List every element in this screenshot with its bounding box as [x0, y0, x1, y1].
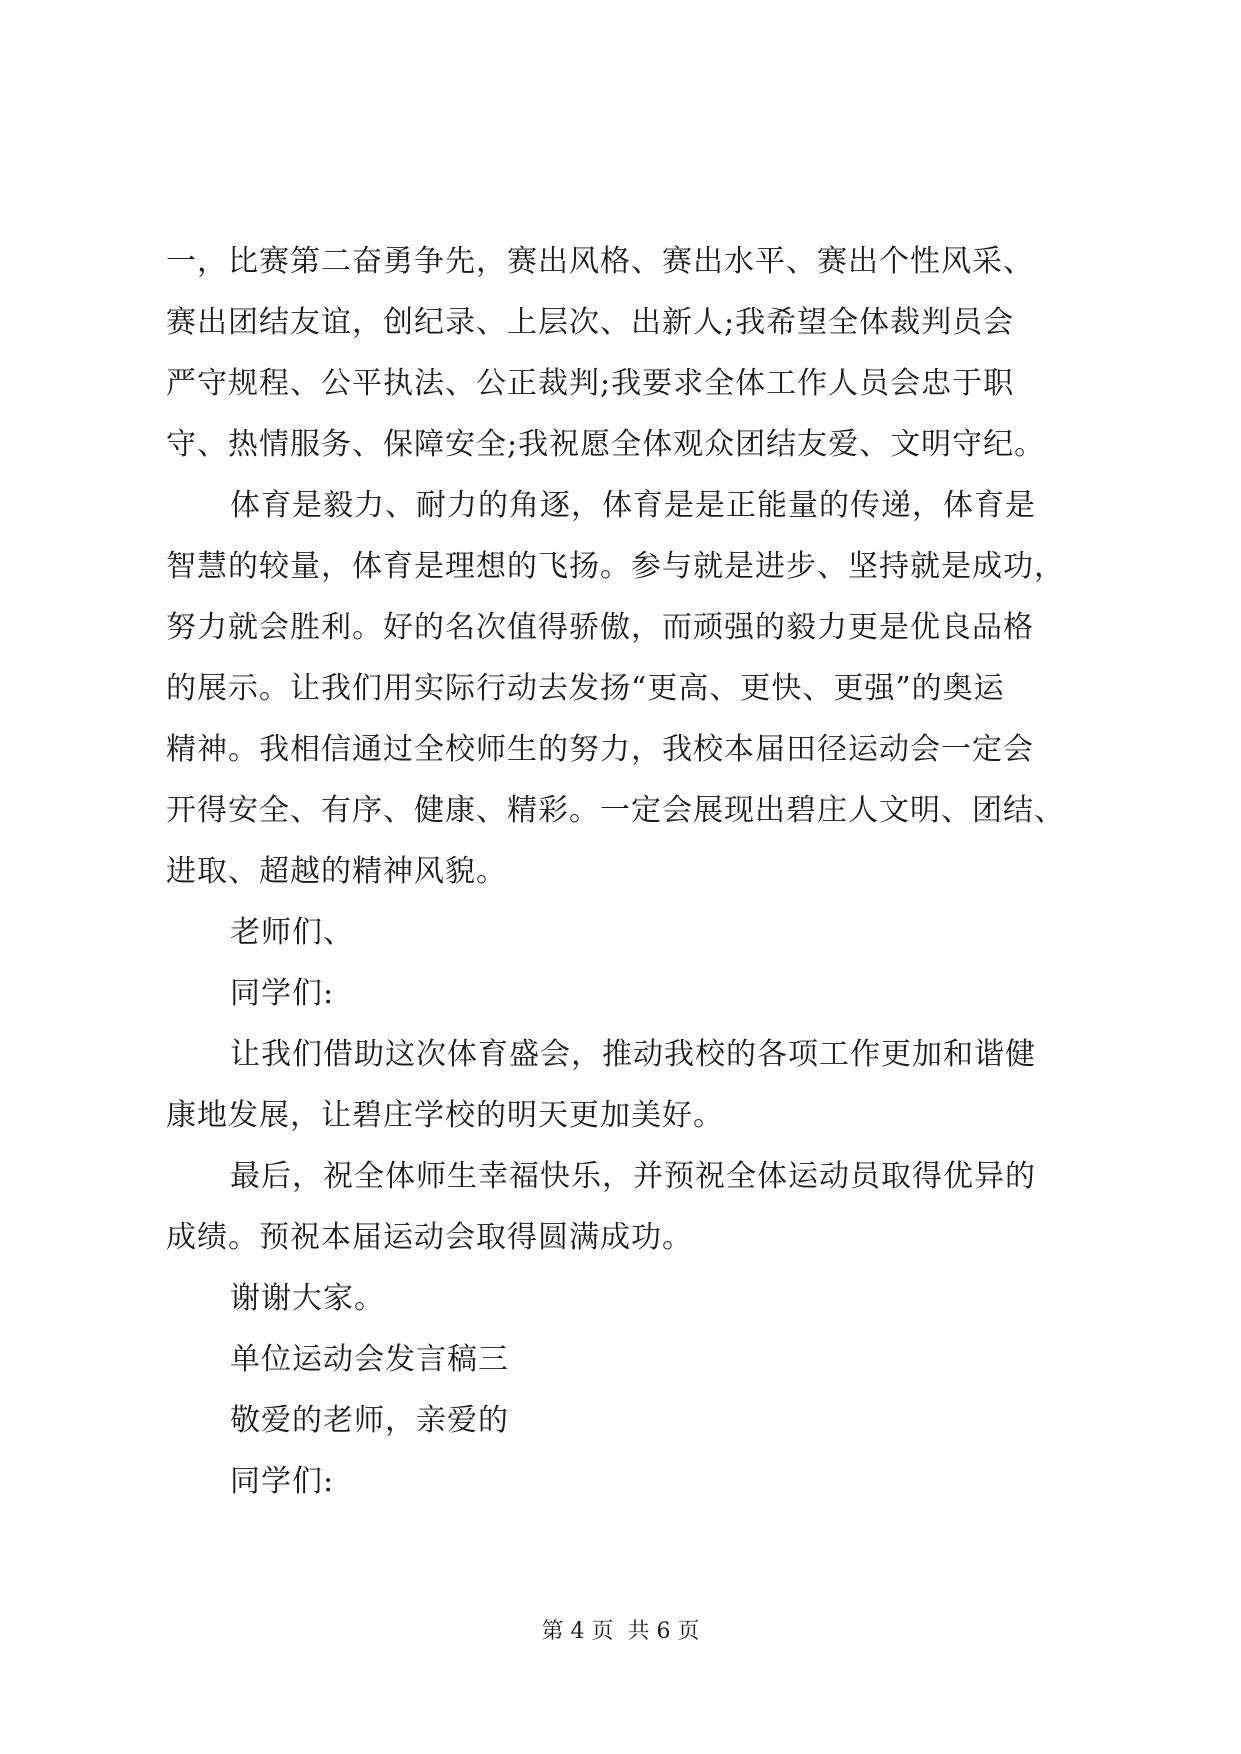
- text-line: 赛出团结友谊，创纪录、上层次、出新人;我希望全体裁判员会: [166, 305, 1015, 340]
- text-line: 同学们:: [230, 976, 335, 1011]
- text-line: 严守规程、公平执法、公正裁判;我要求全体工作人员会忠于职: [166, 366, 1015, 401]
- text-line: 成绩。预祝本届运动会取得圆满成功。: [166, 1220, 693, 1255]
- text-line: 一，比赛第二奋勇争先，赛出风格、赛出水平、赛出个性风采、: [166, 244, 1034, 279]
- text-line: 的展示。让我们用实际行动去发扬“更高、更快、更强”的奥运: [166, 671, 1005, 706]
- text-line: 守、热情服务、保障安全;我祝愿全体观众团结友爱、文明守纪。: [166, 427, 1046, 462]
- page-number-footer: 第 4 页 共 6 页: [541, 1619, 700, 1644]
- text-line: 开得安全、有序、健康、精彩。一定会展现出碧庄人文明、团结、: [166, 793, 1065, 828]
- text-line: 让我们借助这次体育盛会，推动我校的各项工作更加和谐健: [230, 1037, 1036, 1072]
- text-line: 康地发展，让碧庄学校的明天更加美好。: [166, 1098, 724, 1133]
- text-line: 进取、超越的精神风貌。: [166, 854, 507, 889]
- document-body: [166, 231, 1096, 1512]
- text-line: 最后，祝全体师生幸福快乐，并预祝全体运动员取得优异的: [230, 1159, 1036, 1194]
- text-line: 体育是毅力、耐力的角逐，体育是是正能量的传递，体育是: [230, 488, 1036, 523]
- text-line: 老师们、: [230, 915, 354, 950]
- text-line: 智慧的较量，体育是理想的飞扬。参与就是进步、坚持就是成功，: [166, 549, 1065, 584]
- text-line: 努力就会胜利。好的名次值得骄傲，而顽强的毅力更是优良品格: [166, 610, 1034, 645]
- text-line: 精神。我相信通过全校师生的努力，我校本届田径运动会一定会: [166, 732, 1034, 767]
- text-line: 谢谢大家。: [230, 1281, 385, 1316]
- text-line: 同学们:: [230, 1464, 335, 1499]
- text-line: 敬爱的老师，亲爱的: [230, 1403, 509, 1438]
- section-title: 单位运动会发言稿三: [230, 1342, 509, 1377]
